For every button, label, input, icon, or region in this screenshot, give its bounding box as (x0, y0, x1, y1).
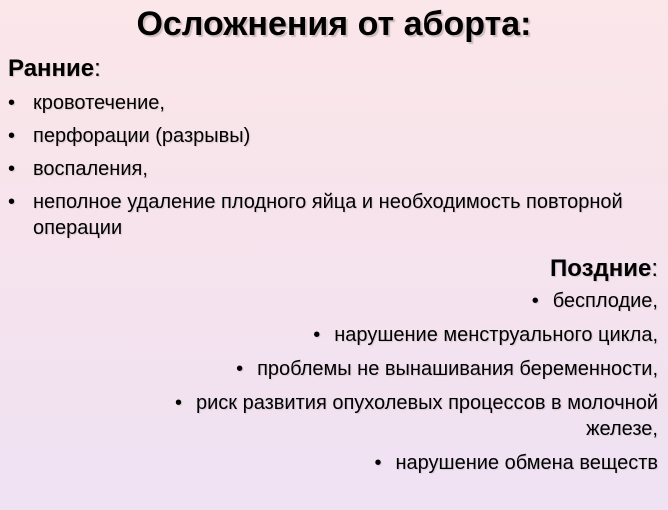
bullet-icon: • (175, 392, 183, 414)
list-item-text: нарушение обмена веществ (395, 452, 658, 474)
bullet-icon: • (313, 324, 321, 346)
bullet-icon: • (8, 191, 16, 213)
list-item (38, 390, 658, 442)
late-heading-colon: : (651, 255, 658, 282)
list-item (8, 123, 648, 149)
list-item (38, 288, 658, 314)
list-item (38, 322, 658, 348)
late-heading (550, 255, 658, 283)
list-item (8, 156, 648, 182)
bullet-icon: • (236, 358, 244, 380)
list-item-text: кровотечение, (33, 92, 165, 114)
bullet-icon: • (531, 290, 539, 312)
list-item-text: воспаления, (33, 158, 148, 180)
list-item-text: нарушение менструального цикла, (334, 324, 658, 346)
bullet-icon: • (374, 452, 382, 474)
bullet-icon: • (8, 125, 16, 147)
late-complications-list (38, 288, 658, 484)
early-heading-colon: : (94, 55, 101, 82)
list-item-text: проблемы не вынашивания беременности, (257, 358, 658, 380)
early-complications-list (8, 90, 648, 248)
list-item-line: железе, (586, 418, 658, 440)
list-item (8, 90, 648, 116)
list-item-text (196, 390, 658, 442)
slide-title: Осложнения от аборта: (136, 5, 532, 43)
late-heading-label: Поздние (549, 255, 652, 282)
list-item-text: неполное удаление плодного яйца и необходимость повторной операции (33, 191, 623, 239)
list-item (38, 450, 658, 476)
list-item (8, 189, 648, 241)
early-heading-label: Ранние (8, 55, 95, 82)
early-heading (8, 55, 101, 83)
list-item (38, 356, 658, 382)
list-item-line: риск развития опухолевых процессов в молочной (196, 392, 658, 414)
bullet-icon: • (8, 158, 16, 180)
list-item-text: перфорации (разрывы) (33, 125, 251, 147)
list-item-text: бесплодие, (552, 290, 658, 312)
bullet-icon: • (8, 92, 16, 114)
